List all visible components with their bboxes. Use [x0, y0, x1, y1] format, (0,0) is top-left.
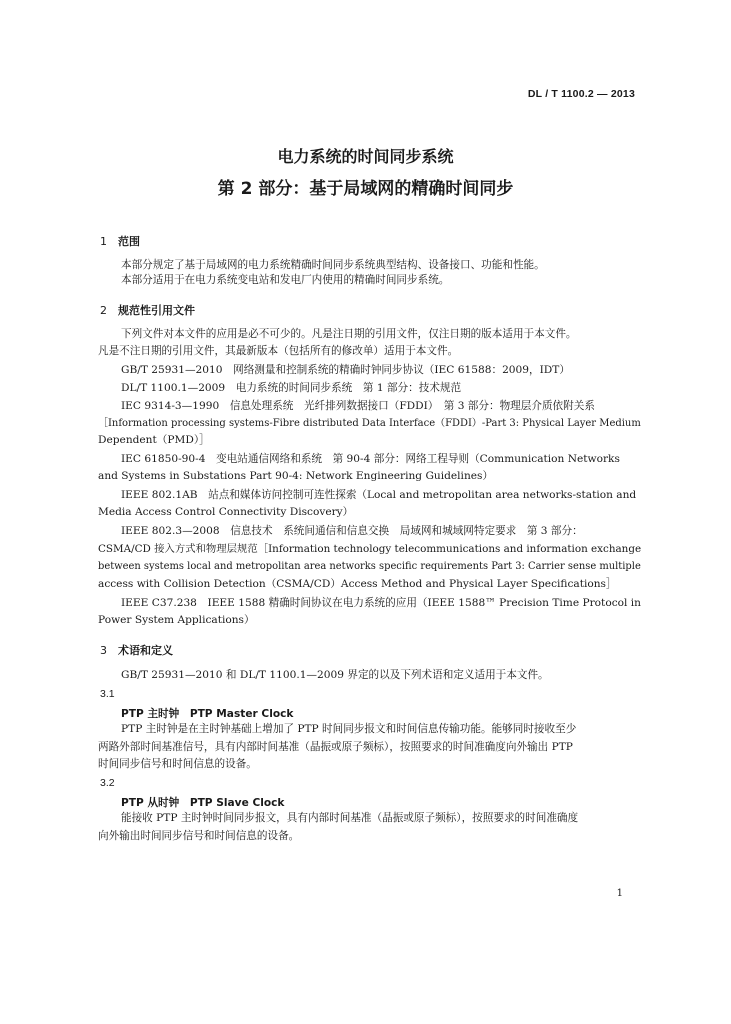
term-definition-line: 向外输出时间同步信号和时间信息的设备。 [98, 830, 300, 842]
document-title: 电力系统的时间同步系统 [277, 147, 454, 166]
term-number: 3.2 [100, 777, 115, 789]
reference-line: ［Information processing systems-Fibre distributed Data Interface（FDDI）-Part 3: Physical Layer Medium [98, 418, 641, 429]
reference-line: IEC 61850-90-4 变电站通信网络和系统 第 90-4 部分：网络工程导则（Communication Networks [121, 453, 620, 465]
reference-line: 凡是不注日期的引用文件，其最新版本（包括所有的修改单）适用于本文件。 [98, 345, 459, 357]
reference-line: between systems local and metropolitan area networks specific requirements Part 3: Carrier sense multiple [98, 561, 641, 572]
reference-line: Dependent（PMD）］ [98, 434, 210, 446]
term-title: PTP 主时钟 PTP Master Clock [121, 708, 294, 720]
section-heading-normative-references [100, 302, 195, 318]
term-definition-line: 两路外部时间基准信号，具有内部时间基准（晶振或原子频标），按照要求的时间准确度向外输出 PTP [98, 741, 573, 753]
reference-line: IEEE C37.238 IEEE 1588 精确时间协议在电力系统的应用（IEEE 1588™ Precision Time Protocol in [121, 597, 641, 609]
paragraph: 本部分规定了基于局域网的电力系统精确时间同步系统典型结构、设备接口、功能和性能。 [121, 259, 545, 271]
reference-line: 下列文件对本文件的应用是必不可少的。凡是注日期的引用文件，仅注日期的版本适用于本文件。 [121, 328, 577, 340]
section-number: 3 [100, 644, 107, 657]
term-definition-line: 能接收 PTP 主时钟时间同步报文，具有内部时间基准（晶振或原子频标），按照要求的时间准确度 [121, 812, 579, 824]
section-heading-scope [100, 233, 140, 249]
section-title: 规范性引用文件 [118, 304, 195, 317]
page-number: 1 [616, 888, 623, 899]
standard-code: DL / T 1100.2 — 2013 [527, 88, 635, 100]
reference-line: CSMA/CD 接入方式和物理层规范［Information technology telecommunications and information exchange [98, 543, 642, 555]
section-number: 2 [100, 304, 107, 317]
reference-line: access with Collision Detection（CSMA/CD）Access Method and Physical Layer Specifications］ [98, 578, 617, 590]
term-definition-line: 时间同步信号和时间信息的设备。 [98, 758, 257, 770]
reference-line: IEEE 802.3—2008 信息技术 系统间通信和信息交换 局域网和城域网特定要求 第 3 部分： [121, 525, 583, 537]
term-number: 3.1 [100, 688, 115, 700]
section-title: 术语和定义 [118, 644, 173, 657]
section-number: 1 [100, 235, 107, 248]
reference-line: IEEE 802.1AB 站点和媒体访问控制可连性探索（Local and metropolitan area networks-station and [121, 489, 637, 501]
term-title: PTP 从时钟 PTP Slave Clock [121, 797, 285, 809]
section-title: 范围 [118, 235, 140, 248]
reference-line: and Systems in Substations Part 90-4: Network Engineering Guidelines） [98, 470, 494, 482]
section-heading-terms-definitions [100, 642, 173, 658]
paragraph: GB/T 25931—2010 和 DL/T 1100.1—2009 界定的以及下列术语和定义适用于本文件。 [121, 669, 549, 681]
reference-line: Media Access Control Connectivity Discovery） [98, 506, 354, 518]
document-subtitle: 第 2 部分：基于局域网的精确时间同步 [217, 179, 514, 199]
paragraph: 本部分适用于在电力系统变电站和发电厂内使用的精确时间同步系统。 [121, 274, 450, 286]
reference-line: GB/T 25931—2010 网络测量和控制系统的精确时钟同步协议（IEC 61588：2009，IDT） [121, 364, 570, 376]
reference-line: Power System Applications） [98, 614, 255, 626]
term-definition-line: PTP 主时钟是在主时钟基础上增加了 PTP 时间同步报文和时间信息传输功能。能够同时接收至少 [121, 723, 577, 735]
reference-line: DL/T 1100.1—2009 电力系统的时间同步系统 第 1 部分：技术规范 [121, 382, 462, 394]
reference-line: IEC 9314-3—1990 信息处理系统 光纤排列数据接口（FDDI） 第 3 部分：物理层介质依附关系 [121, 400, 595, 412]
